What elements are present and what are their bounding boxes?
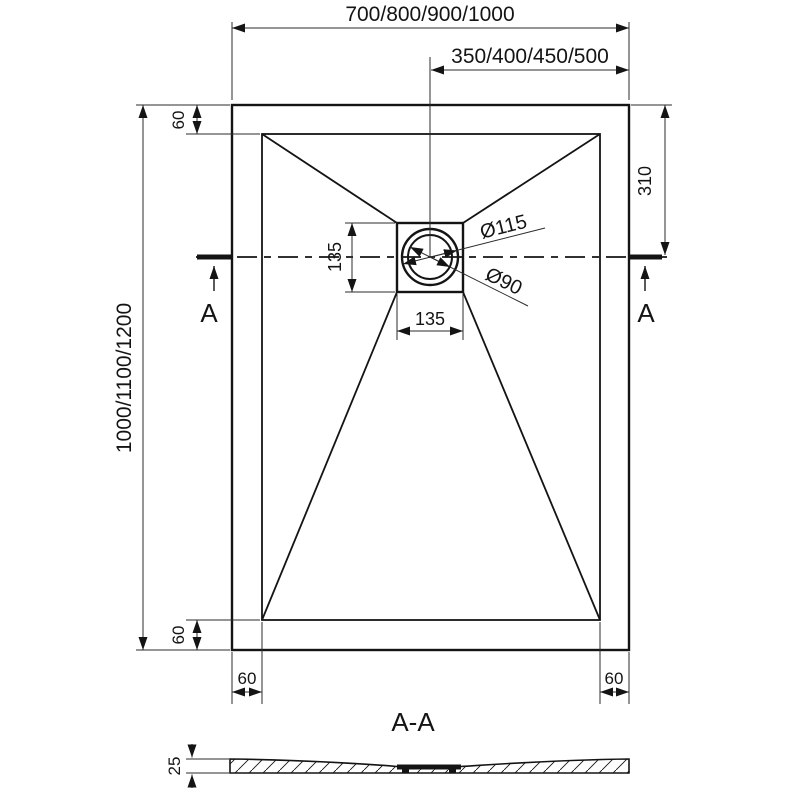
drain-foot-left <box>402 770 409 774</box>
section-letter-right: A <box>637 298 655 328</box>
section-view <box>165 707 629 788</box>
drain-cover-section <box>397 765 461 770</box>
dim-rim-bottom <box>169 620 260 650</box>
overall-width-label: 700/800/900/1000 <box>345 3 515 26</box>
thickness-label: 25 <box>165 756 184 776</box>
dim-drain-center-from-right <box>431 45 629 70</box>
drain-from-top-label: 310 <box>635 165 655 197</box>
rim-right-label: 60 <box>604 669 624 688</box>
slope-line-bottom-left <box>262 292 397 620</box>
section-letter-left: A <box>200 298 218 328</box>
dim-rim-top <box>169 105 260 134</box>
leader-drain-outer-diameter <box>403 211 545 264</box>
tray-inner-edge <box>262 134 600 620</box>
dim-rim-right <box>600 622 629 704</box>
overall-length-label: 1000/1100/1200 <box>113 302 136 454</box>
dim-drain-square-width <box>397 294 463 340</box>
drain-foot-right <box>449 770 456 774</box>
drain-square-height-label: 135 <box>325 241 345 273</box>
dim-drain-from-top <box>631 105 672 255</box>
drain-square-width-label: 135 <box>414 309 446 329</box>
rim-left-label: 60 <box>237 669 257 688</box>
drain-inner-diameter-label: Ø90 <box>481 263 526 300</box>
leader-drain-inner-diameter <box>410 247 528 306</box>
slope-line-bottom-right <box>463 292 600 620</box>
dim-overall-length <box>113 105 230 650</box>
dim-rim-left <box>232 622 262 704</box>
dim-thickness <box>165 744 229 788</box>
drain-outer-diameter-label: Ø115 <box>477 210 530 244</box>
rim-top-label: 60 <box>169 110 188 130</box>
leader-arrow <box>433 251 457 257</box>
slope-line-top-right <box>463 134 600 223</box>
drain-center-label: 350/400/450/500 <box>451 45 609 68</box>
leader-arrow <box>431 258 450 268</box>
rim-bottom-label: 60 <box>169 625 188 645</box>
section-title: A-A <box>391 707 435 737</box>
slope-line-top-left <box>262 134 397 223</box>
plan-view <box>113 3 672 704</box>
